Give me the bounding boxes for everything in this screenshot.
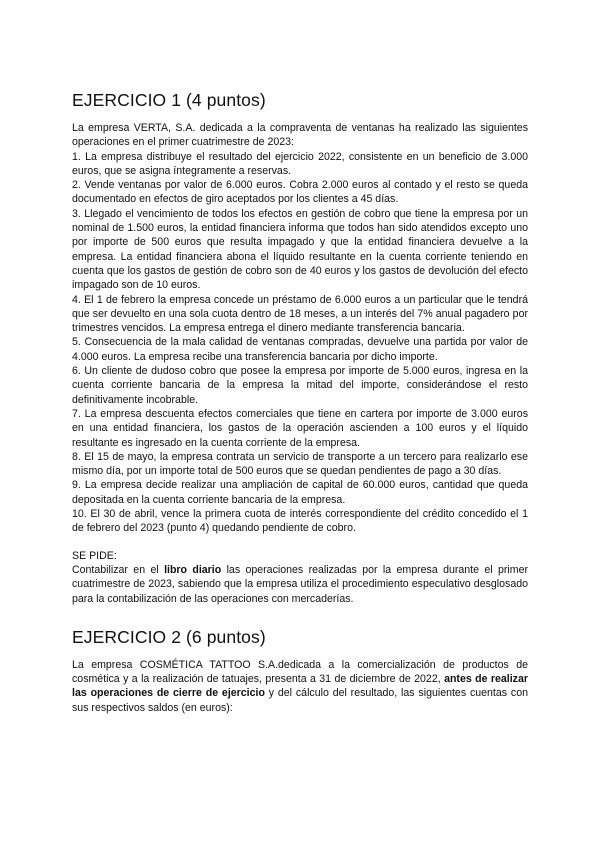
exercise-2-section <box>72 627 528 715</box>
task-text-bold: libro diario <box>164 563 222 576</box>
se-pide-label: SE PIDE: <box>72 549 117 562</box>
operation-item: 4. El 1 de febrero la empresa concede un préstamo de 6.000 euros a un particular que le tendrá que ser devuelto en una sola cuota dentro de 18 meses, a un interés del 7% anual pagadero por trimestres vencidos. La empresa entrega el dinero mediante transferencia bancaria. <box>72 293 528 335</box>
operation-item: 10. El 30 de abril, vence la primera cuota de interés correspondiente del crédito concedido el 1 de febrero del 2023 (punto 4) quedando pendiente de cobro. <box>72 508 528 535</box>
operation-item: 9. La empresa decide realizar una ampliación de capital de 60.000 euros, cantidad que queda depositada en la cuenta corriente bancaria de la empresa. <box>72 479 528 506</box>
intro-text-bold: antes de realizar las operaciones de cierre de ejercicio <box>72 673 528 700</box>
exercise-2-intro <box>72 658 528 715</box>
operation-item: 3. Llegado el vencimiento de todos los efectos en gestión de cobro que tiene la empresa por un nominal de 1.500 euros, la entidad financiera informa que todos han sido atendidos excepto uno por importe de 500 euros que resulta impagado y que la entidad financiera devuelve a la empresa. La entidad financiera abona el líquido resultante en la cuenta corriente teniendo en cuenta que los gastos de gestión de cobro son de 40 euros y los gastos de devolución del efecto impagado son de 10 euros. <box>72 207 528 292</box>
operation-item: 8. El 15 de mayo, la empresa contrata un servicio de transporte a un tercero para realizarlo ese mismo día, por un importe total de 500 euros que se quedan pendientes de pago a 30 días. <box>72 450 528 478</box>
exercise-1-title: EJERCICIO 1 (4 puntos) <box>72 90 266 110</box>
exercise-1-task <box>72 563 528 606</box>
intro-text-post: y del cálculo del resultado, las siguientes cuentas con sus respectivos saldos (en euros): <box>72 687 528 714</box>
task-text-pre: Contabilizar en el <box>72 563 165 576</box>
operation-item: 5. Consecuencia de la mala calidad de ventanas compradas, devuelve una partida por valor de 4.000 euros. La empresa recibe una transferencia bancaria por dicho importe. <box>72 336 528 363</box>
operation-item: 6. Un cliente de dudoso cobro que posee la empresa por importe de 5.000 euros, ingresa en la cuenta corriente bancaria de la empresa la mitad del importe, considerándose el resto definitivamente incobrable. <box>72 365 528 406</box>
operation-item: 1. La empresa distribuye el resultado del ejercicio 2022, consistente en un beneficio de 3.000 euros, que se asigna íntegramente a reservas. <box>72 150 528 177</box>
spacer <box>72 536 528 549</box>
operation-item: 7. La empresa descuenta efectos comerciales que tiene en cartera por importe de 3.000 euros en una entidad financiera, los gastos de la operación ascienden a 100 euros y el líquido resultante es ingresado en la cuenta corriente de la empresa. <box>72 407 528 449</box>
task-text-post: las operaciones realizadas por la empresa durante el primer cuatrimestre de 2023, sabiendo que la empresa utiliza el procedimiento especulativo desglosado para la contabilización de las operaciones con mercaderías. <box>72 563 528 605</box>
exercise-2-title: EJERCICIO 2 (6 puntos) <box>72 626 266 647</box>
exercise-1-intro: La empresa VERTA, S.A. dedicada a la compraventa de ventanas ha realizado las siguientes operaciones en el primer cuatrimestre de 2023: <box>72 122 528 149</box>
operation-item: 2. Vende ventanas por valor de 6.000 euros. Cobra 2.000 euros al contado y el resto se queda documentado en efectos de giro aceptados por los clientes a 45 días. <box>72 179 528 206</box>
intro-text-pre: La empresa COSMÉTICA TATTOO S.A.dedicada a la comercialización de productos de cosmética y a la realización de tatuajes, presenta a 31 de diciembre de 2022, <box>72 658 528 686</box>
